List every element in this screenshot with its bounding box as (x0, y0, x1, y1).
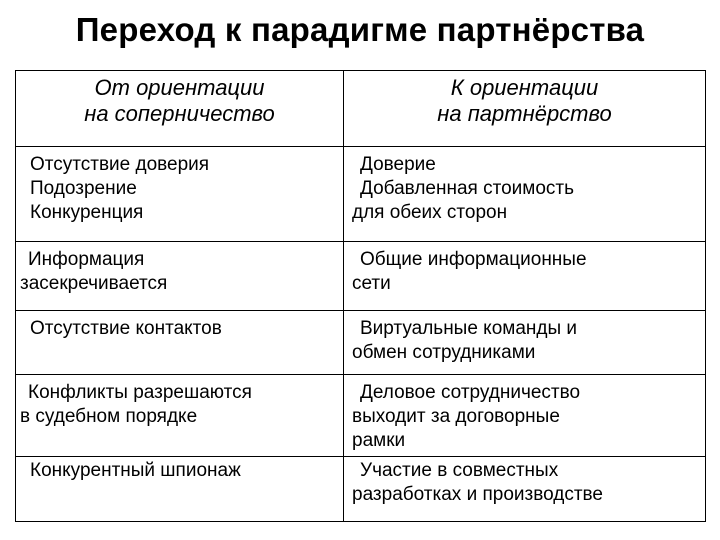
row-right-cell (344, 375, 706, 457)
cell-text: сети (352, 273, 391, 294)
cell-text: Подозрение (30, 178, 137, 199)
row-right-cell (344, 457, 706, 522)
cell-text: Виртуальные команды и (360, 318, 578, 339)
cell-text: Информация (28, 249, 145, 270)
header-left-line: От ориентации (94, 75, 265, 100)
cell-text: Конкурентный шпионаж (30, 460, 241, 481)
cell-text: Деловое сотрудничество (360, 382, 581, 403)
cell-text: Отсутствие доверия (30, 154, 210, 175)
header-right (344, 71, 706, 147)
row-right-cell (344, 147, 706, 242)
header-left-line: на соперничество (84, 101, 275, 126)
slide-title: Переход к парадигме партнёрства (75, 11, 645, 48)
table-row (16, 311, 706, 375)
cell-text: Участие в совместных (360, 460, 559, 481)
cell-text: Общие информационные (360, 249, 587, 270)
row-left-cell (16, 147, 344, 242)
cell-text: Конфликты разрешаются (28, 382, 252, 403)
table-row (16, 242, 706, 311)
row-right-cell (344, 242, 706, 311)
row-left-cell (16, 457, 344, 522)
row-left-cell (16, 242, 344, 311)
cell-text: обмен сотрудниками (352, 342, 536, 363)
header-right-line: К ориентации (450, 75, 599, 100)
header-left (16, 71, 344, 147)
cell-text: рамки (352, 430, 406, 451)
row-left-cell (16, 375, 344, 457)
cell-text: Доверие (360, 154, 436, 175)
cell-text: для обеих сторон (352, 202, 508, 223)
row-left-cell (16, 311, 344, 375)
table-row (16, 147, 706, 242)
cell-text: Конкуренция (30, 202, 144, 223)
cell-text: разработках и производстве (352, 484, 603, 505)
table-header-row (16, 71, 706, 147)
table-row (16, 375, 706, 457)
header-right-line: на партнёрство (437, 101, 612, 126)
table-row (16, 457, 706, 522)
cell-text: Отсутствие контактов (30, 318, 222, 339)
cell-text: в судебном порядке (20, 406, 198, 427)
comparison-table (15, 70, 706, 522)
cell-text: засекречивается (20, 273, 168, 294)
cell-text: Добавленная стоимость (360, 178, 574, 199)
cell-text: выходит за договорные (352, 406, 560, 427)
row-right-cell (344, 311, 706, 375)
